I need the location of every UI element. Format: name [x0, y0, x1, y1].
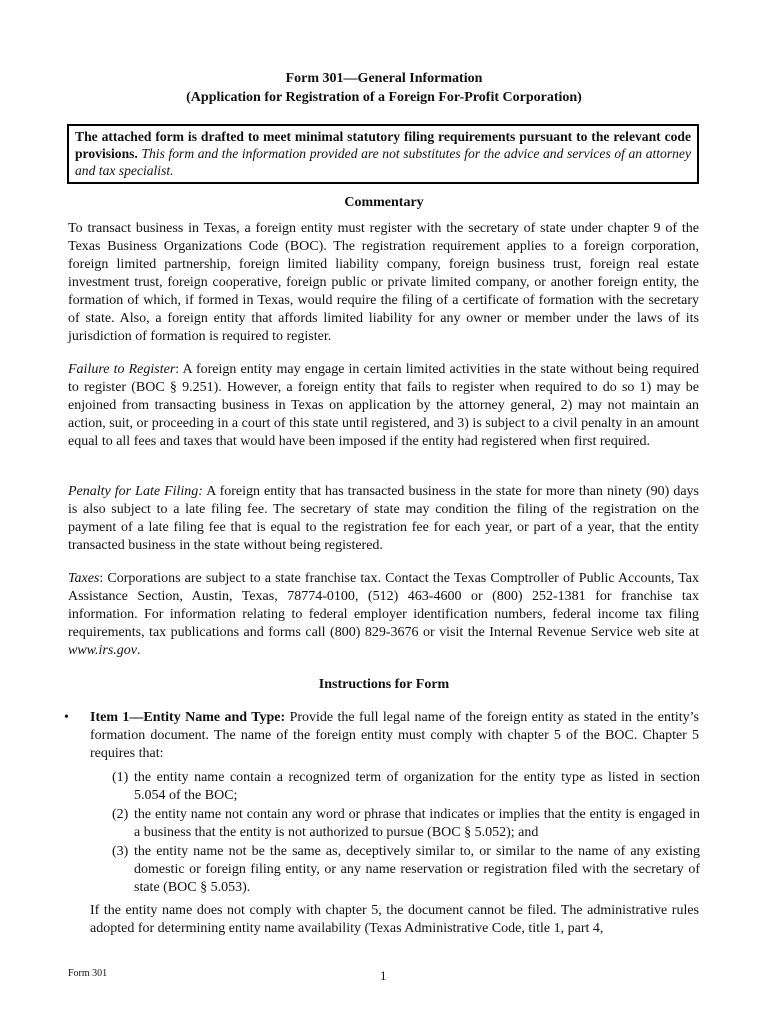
notice-bold-text: The attached form is drafted to meet minimal statutory filing requirements pursuant to the relevant code provisions. — [75, 129, 691, 161]
item-1-paragraph — [90, 709, 699, 763]
instructions-heading: Instructions for Form — [318, 677, 450, 692]
taxes-end: . — [136, 643, 141, 658]
taxes-label: Taxes — [68, 571, 100, 586]
commentary-intro-paragraph: To transact business in Texas, a foreign entity must register with the secretary of state under chapter 9 of the Texas Business Organizations Code (BOC). The registration requirement applies to a foreign corporation, foreign limited partnership, foreign limited liability company, foreign business trust, foreign real estate investment trust, foreign cooperative, foreign public or private limited company, or another foreign entity, the formation of which, if formed in Texas, would require the filing of a certificate of formation with the secretary of state. Also, a foreign entity that affords limited liability for any owner or member under the laws of its jurisdiction of formation is required to register. — [68, 221, 699, 344]
list-item-number: (3) — [112, 844, 129, 859]
notice-box — [67, 124, 699, 184]
list-item-text: the entity name not contain any word or phrase that indicates or implies that the entity is engaged in a business that the entity is not authorized to pursue (BOC § 5.052); and — [134, 807, 700, 840]
page-title: Form 301—General Information — [285, 71, 483, 86]
name-compliance-paragraph: If the entity name does not comply with chapter 5, the document cannot be filed. The administrative rules adopted for determining entity name availability (Texas Administrative Code, title 1, part 4, — [90, 903, 699, 936]
failure-to-register-paragraph — [68, 361, 699, 451]
page-subtitle: (Application for Registration of a Foreign For-Profit Corporation) — [186, 90, 582, 105]
notice-italic-text: This form and the information provided are not substitutes for the advice and services of an attorney and tax specialist. — [75, 146, 691, 178]
list-item — [112, 843, 700, 897]
taxes-paragraph — [68, 570, 699, 660]
footer-form-label: Form 301 — [68, 968, 108, 979]
penalty-text: A foreign entity that has transacted business in the state for more than ninety (90) days is also subject to a late filing fee. The secretary of state may condition the filing of the registration on the payment of a late filing fee that is equal to the registration fee for each year, or part of a year, that the entity transacted business in the state without being registered. — [68, 484, 700, 553]
page-number: 1 — [380, 968, 387, 983]
taxes-text: : Corporations are subject to a state franchise tax. Contact the Texas Comptroller of Public Accounts, Tax Assistance Section, Austin, Texas, 78774-0100, (512) 463-4600 or (800) 252-1381 for franchise tax information. For information relating to federal employer identification numbers, federal income tax filing requirements, tax publications and forms call (800) 829-3676 or visit the Internal Revenue Service web site at — [68, 571, 699, 640]
name-requirements-list — [112, 769, 700, 897]
item-1-label: Item 1—Entity Name and Type: — [90, 710, 286, 725]
failure-label: Failure to Register — [68, 362, 176, 377]
commentary-heading: Commentary — [344, 195, 424, 210]
list-item — [112, 769, 700, 805]
bullet-icon: • — [64, 710, 69, 725]
irs-link: www.irs.gov — [68, 643, 137, 658]
item-1-text: Provide the full legal name of the foreign entity as stated in the entity’s formation document. The name of the foreign entity must comply with chapter 5 of the BOC. Chapter 5 requires that: — [90, 710, 699, 761]
list-item-number: (2) — [112, 807, 129, 822]
late-filing-paragraph — [68, 483, 699, 555]
penalty-label: Penalty for Late Filing: — [68, 484, 203, 499]
failure-text: : A foreign entity may engage in certain limited activities in the state without being required to register (BOC § 9.251). However, a foreign entity that fails to register when required to do so 1) may be enjoined from transacting business in Texas on application by the attorney general, 2) may not maintain an action, suit, or proceeding in a court of this state until registered, and 3) is subject to a civil penalty in an amount equal to all fees and taxes that would have been imposed if the entity had registered when first required. — [68, 362, 699, 449]
list-item-number: (1) — [112, 770, 129, 785]
list-item — [112, 806, 700, 842]
list-item-text: the entity name contain a recognized term of organization for the entity type as listed in section 5.054 of the BOC; — [134, 770, 700, 803]
list-item-text: the entity name not be the same as, deceptively similar to, or similar to the name of any existing domestic or foreign filing entity, or any name reservation or registration filed with the secretary of state (BOC § 5.053). — [134, 844, 700, 895]
